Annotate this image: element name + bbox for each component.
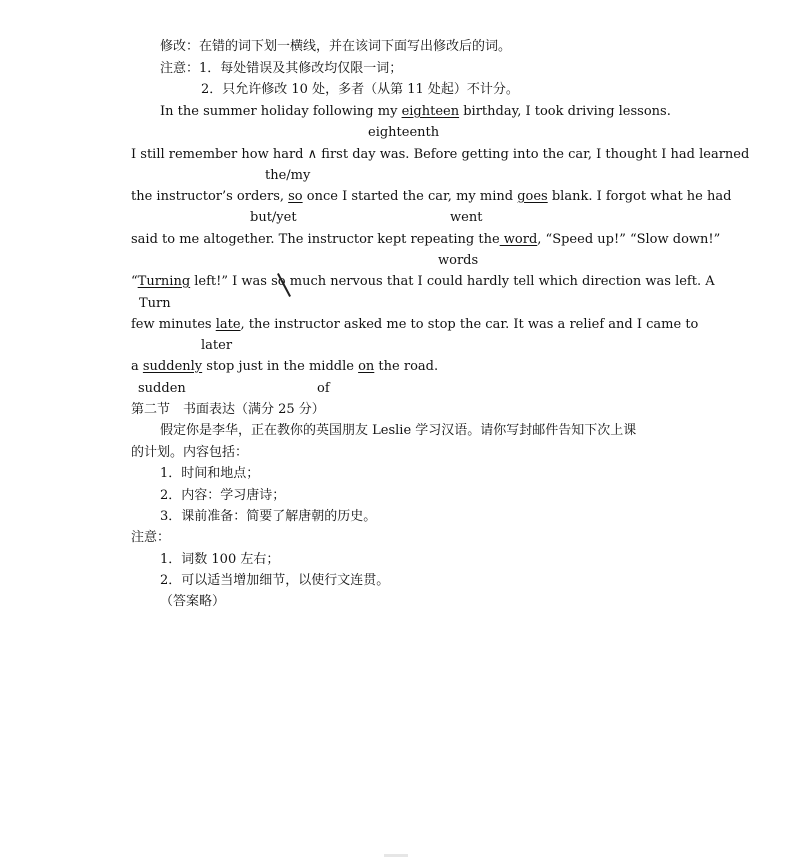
passage-text: birthday, I took driving lessons. (459, 104, 671, 119)
instruction-line-1: 修改：在错的词下划一横线，并在该词下面写出修改后的词。 (160, 39, 512, 54)
error-word: late (215, 317, 241, 332)
passage-text: , the instructor asked me to stop the car. It was a relief and I came to (240, 317, 699, 332)
correction-word: Turn (139, 296, 171, 311)
content-item-1: 1．时间和地点； (160, 466, 260, 481)
instruction-line-2: 注意：1．每处错误及其修改均仅限一词； (160, 61, 403, 76)
passage-text: , “Speed up!” “Slow down!” (537, 232, 721, 247)
instruction-line-3: 2．只允许修改 10 处，多者（从第 11 处起）不计分。 (201, 82, 519, 97)
note-label: 注意： (131, 530, 171, 545)
error-word: goes (517, 189, 548, 204)
passage-text: said to me altogether. The instructor kept repeating the (131, 232, 500, 247)
error-word: Turning (137, 274, 191, 289)
writing-prompt-line-1: 假定你是李华，正在教你的英国朋友 Leslie 学习汉语。请你写封邮件告知下次上课 (160, 423, 637, 438)
error-word: so (288, 189, 303, 204)
correction-word: later (201, 338, 233, 353)
passage-text: a (131, 359, 143, 374)
correction-word: of (317, 381, 330, 396)
note-item-2: 2．可以适当增加细节，以使行文连贯。 (160, 573, 390, 588)
passage-text: few minutes (131, 317, 216, 332)
passage-text: the instructor’s orders, (131, 189, 289, 204)
passage-text: “ (131, 274, 138, 289)
page-footer-mark (384, 854, 408, 857)
correction-word: words (438, 253, 479, 268)
insertion-caret: ∧ (307, 147, 318, 162)
passage-line-6 (131, 317, 698, 333)
passage-text: first day was. Before getting into the car, I thought I had learned (317, 147, 750, 162)
passage-text: In the summer holiday following my (160, 104, 402, 119)
correction-word: sudden (138, 381, 186, 396)
correction-word: but/yet (250, 210, 297, 225)
error-word: suddenly (142, 359, 203, 374)
passage-text: once I started the car, my mind (302, 189, 518, 204)
passage-line-5 (131, 274, 715, 290)
answer-omitted: （答案略） (160, 594, 226, 609)
writing-prompt-line-2: 的计划。内容包括： (131, 445, 249, 460)
correction-word: went (450, 210, 483, 225)
passage-text: blank. I forgot what he had (547, 189, 732, 204)
passage-line-4 (131, 232, 720, 248)
passage-text: stop just in the middle (202, 359, 359, 374)
passage-line-2 (131, 147, 749, 163)
passage-text: I still remember how hard (131, 147, 308, 162)
passage-text: left!” I was so much nervous that I could hardly tell which direction was left. A (190, 274, 715, 289)
passage-line-7 (131, 359, 438, 375)
passage-line-3 (131, 189, 731, 205)
note-item-1: 1．词数 100 左右； (160, 552, 280, 567)
section-heading: 第二节 书面表达（满分 25 分） (131, 402, 325, 417)
content-item-3: 3．课前准备：简要了解唐朝的历史。 (160, 509, 377, 524)
correction-word: the/my (265, 168, 311, 183)
passage-line-1 (160, 104, 671, 120)
error-word: on (358, 359, 375, 374)
content-item-2: 2．内容：学习唐诗； (160, 488, 286, 503)
correction-word: eighteenth (368, 125, 440, 140)
error-word: eighteen (401, 104, 460, 119)
error-word: word (499, 232, 538, 247)
passage-text: the road. (374, 359, 439, 374)
